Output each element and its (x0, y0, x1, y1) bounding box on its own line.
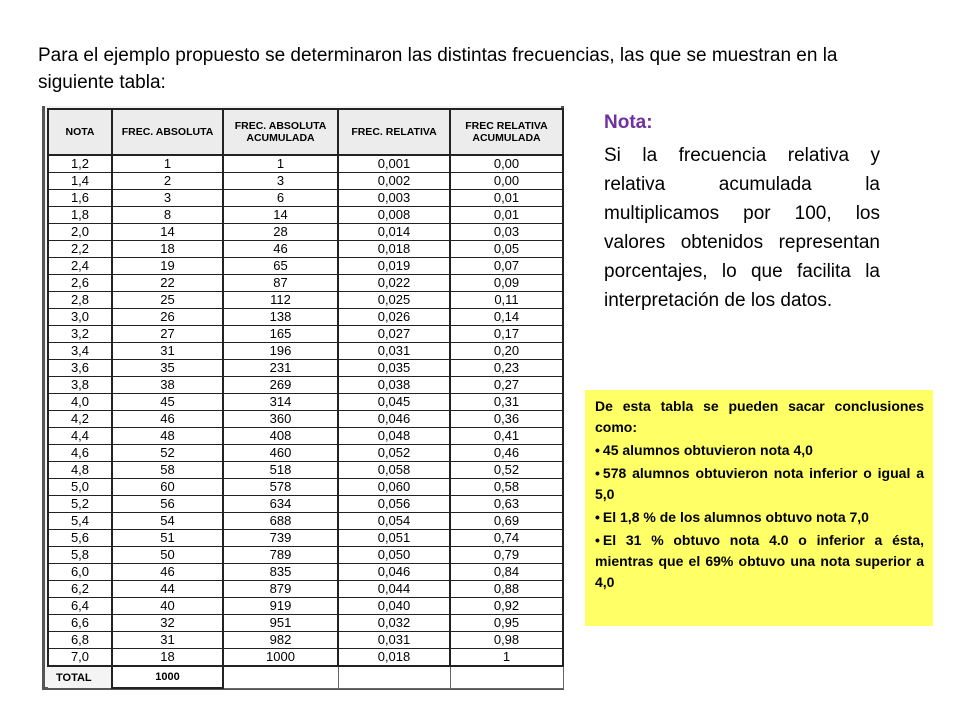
cell-frec-relativa: 0,035 (338, 360, 450, 377)
cell-frec-relativa-acumulada: 0,92 (450, 598, 563, 615)
conclusions-box (585, 390, 933, 626)
cell-frec-relativa: 0,022 (338, 275, 450, 292)
cell-frec-relativa-acumulada: 0,36 (450, 411, 563, 428)
cell-frec-absoluta-acumulada: 360 (223, 411, 338, 428)
table-row (48, 411, 563, 428)
cell-frec-absoluta: 51 (112, 530, 223, 547)
table-row (48, 173, 563, 190)
cell-frec-relativa: 0,008 (338, 207, 450, 224)
cell-frec-absoluta: 40 (112, 598, 223, 615)
cell-frec-absoluta-acumulada: 578 (223, 479, 338, 496)
table-row (48, 513, 563, 530)
frequency-table-container (42, 106, 564, 690)
cell-frec-absoluta-acumulada: 14 (223, 207, 338, 224)
cell-frec-relativa: 0,048 (338, 428, 450, 445)
table-row (48, 530, 563, 547)
table-row (48, 479, 563, 496)
cell-nota: 3,0 (48, 309, 112, 326)
bullet-icon: • (595, 465, 600, 481)
frequency-table (47, 108, 564, 689)
header-nota: NOTA (48, 109, 112, 155)
cell-frec-absoluta-acumulada: 165 (223, 326, 338, 343)
cell-frec-absoluta: 26 (112, 309, 223, 326)
table-row (48, 615, 563, 632)
cell-frec-relativa-acumulada: 0,07 (450, 258, 563, 275)
cell-frec-relativa-acumulada: 0,74 (450, 530, 563, 547)
cell-frec-relativa: 0,046 (338, 411, 450, 428)
table-row (48, 190, 563, 207)
cell-nota: 2,8 (48, 292, 112, 309)
cell-frec-relativa-acumulada: 0,05 (450, 241, 563, 258)
cell-frec-absoluta-acumulada: 1 (223, 155, 338, 173)
cell-frec-absoluta-acumulada: 919 (223, 598, 338, 615)
cell-frec-relativa-acumulada: 0,69 (450, 513, 563, 530)
cell-frec-relativa-acumulada: 0,09 (450, 275, 563, 292)
cell-nota: 1,6 (48, 190, 112, 207)
cell-frec-relativa: 0,038 (338, 377, 450, 394)
cell-frec-relativa: 0,050 (338, 547, 450, 564)
cell-frec-relativa: 0,045 (338, 394, 450, 411)
table-row (48, 445, 563, 462)
cell-frec-relativa-acumulada: 0,31 (450, 394, 563, 411)
cell-nota: 2,2 (48, 241, 112, 258)
cell-frec-relativa: 0,003 (338, 190, 450, 207)
cell-frec-relativa-acumulada: 0,01 (450, 207, 563, 224)
table-row (48, 155, 563, 173)
cell-frec-relativa-acumulada: 0,98 (450, 632, 563, 649)
total-empty-cell (223, 666, 338, 688)
cell-nota: 6,6 (48, 615, 112, 632)
cell-frec-absoluta: 46 (112, 564, 223, 581)
cell-frec-relativa-acumulada: 0,88 (450, 581, 563, 598)
total-label: TOTAL (48, 666, 112, 688)
cell-nota: 3,4 (48, 343, 112, 360)
table-row (48, 224, 563, 241)
cell-frec-absoluta: 50 (112, 547, 223, 564)
conclusion-text: 45 alumnos obtuvieron nota 4,0 (602, 442, 813, 458)
cell-frec-relativa-acumulada: 0,27 (450, 377, 563, 394)
cell-frec-absoluta: 18 (112, 241, 223, 258)
cell-frec-absoluta-acumulada: 835 (223, 564, 338, 581)
cell-nota: 4,6 (48, 445, 112, 462)
cell-frec-absoluta: 56 (112, 496, 223, 513)
cell-nota: 2,4 (48, 258, 112, 275)
cell-frec-relativa: 0,025 (338, 292, 450, 309)
cell-nota: 6,0 (48, 564, 112, 581)
cell-frec-relativa-acumulada: 0,00 (450, 155, 563, 173)
table-row (48, 377, 563, 394)
cell-frec-absoluta-acumulada: 231 (223, 360, 338, 377)
cell-frec-absoluta: 54 (112, 513, 223, 530)
table-header-row (48, 109, 563, 155)
cell-frec-relativa-acumulada: 0,63 (450, 496, 563, 513)
table-row (48, 360, 563, 377)
table-row (48, 241, 563, 258)
cell-frec-relativa: 0,002 (338, 173, 450, 190)
table-body (48, 155, 563, 666)
list-item (595, 440, 924, 461)
table-row (48, 496, 563, 513)
total-empty-cell (450, 666, 563, 688)
conclusion-text: El 1,8 % de los alumnos obtuvo nota 7,0 (602, 509, 869, 525)
cell-nota: 5,6 (48, 530, 112, 547)
cell-frec-relativa: 0,014 (338, 224, 450, 241)
cell-frec-relativa: 0,058 (338, 462, 450, 479)
cell-frec-relativa: 0,032 (338, 615, 450, 632)
cell-frec-absoluta-acumulada: 951 (223, 615, 338, 632)
cell-frec-absoluta-acumulada: 1000 (223, 649, 338, 667)
cell-nota: 6,8 (48, 632, 112, 649)
header-frec-relativa-acumulada: FREC RELATIVA ACUMULADA (450, 109, 563, 155)
cell-frec-absoluta: 46 (112, 411, 223, 428)
table-row (48, 649, 563, 667)
cell-nota: 7,0 (48, 649, 112, 667)
total-empty-cell (338, 666, 450, 688)
cell-frec-absoluta: 31 (112, 632, 223, 649)
cell-frec-relativa-acumulada: 0,03 (450, 224, 563, 241)
cell-frec-relativa: 0,046 (338, 564, 450, 581)
cell-frec-absoluta-acumulada: 739 (223, 530, 338, 547)
cell-frec-absoluta: 58 (112, 462, 223, 479)
cell-nota: 4,4 (48, 428, 112, 445)
table-row (48, 292, 563, 309)
table-row (48, 207, 563, 224)
cell-nota: 1,8 (48, 207, 112, 224)
note-title: Nota: (604, 112, 653, 133)
cell-frec-relativa: 0,060 (338, 479, 450, 496)
cell-frec-relativa-acumulada: 0,41 (450, 428, 563, 445)
cell-frec-relativa-acumulada: 0,00 (450, 173, 563, 190)
cell-nota: 3,6 (48, 360, 112, 377)
cell-frec-relativa: 0,027 (338, 326, 450, 343)
bullet-icon: • (595, 532, 600, 548)
cell-frec-relativa-acumulada: 0,11 (450, 292, 563, 309)
cell-frec-absoluta-acumulada: 634 (223, 496, 338, 513)
bullet-icon: • (595, 509, 600, 525)
cell-nota: 5,0 (48, 479, 112, 496)
cell-frec-absoluta: 18 (112, 649, 223, 667)
table-row (48, 394, 563, 411)
cell-frec-absoluta-acumulada: 982 (223, 632, 338, 649)
cell-frec-relativa: 0,052 (338, 445, 450, 462)
cell-nota: 5,4 (48, 513, 112, 530)
cell-frec-absoluta: 1 (112, 155, 223, 173)
cell-frec-absoluta-acumulada: 789 (223, 547, 338, 564)
table-row (48, 258, 563, 275)
table-row (48, 581, 563, 598)
cell-frec-absoluta: 19 (112, 258, 223, 275)
cell-frec-relativa-acumulada: 0,95 (450, 615, 563, 632)
cell-frec-absoluta-acumulada: 138 (223, 309, 338, 326)
cell-frec-relativa: 0,001 (338, 155, 450, 173)
cell-frec-absoluta-acumulada: 6 (223, 190, 338, 207)
cell-frec-absoluta-acumulada: 28 (223, 224, 338, 241)
cell-frec-absoluta-acumulada: 65 (223, 258, 338, 275)
cell-nota: 1,2 (48, 155, 112, 173)
cell-frec-relativa-acumulada: 0,58 (450, 479, 563, 496)
cell-frec-relativa: 0,040 (338, 598, 450, 615)
table-row (48, 326, 563, 343)
cell-frec-relativa: 0,019 (338, 258, 450, 275)
cell-frec-absoluta: 27 (112, 326, 223, 343)
cell-frec-relativa: 0,018 (338, 241, 450, 258)
cell-frec-absoluta-acumulada: 408 (223, 428, 338, 445)
cell-frec-absoluta-acumulada: 196 (223, 343, 338, 360)
cell-frec-relativa: 0,056 (338, 496, 450, 513)
header-frec-absoluta-acumulada: FREC. ABSOLUTA ACUMULADA (223, 109, 338, 155)
cell-nota: 4,0 (48, 394, 112, 411)
table-total-row (48, 666, 563, 688)
cell-frec-absoluta: 3 (112, 190, 223, 207)
table-row (48, 598, 563, 615)
cell-frec-relativa-acumulada: 0,46 (450, 445, 563, 462)
cell-frec-relativa-acumulada: 0,01 (450, 190, 563, 207)
cell-frec-absoluta: 14 (112, 224, 223, 241)
table-row (48, 275, 563, 292)
cell-nota: 3,2 (48, 326, 112, 343)
cell-frec-relativa-acumulada: 0,14 (450, 309, 563, 326)
cell-frec-absoluta: 31 (112, 343, 223, 360)
cell-frec-absoluta: 38 (112, 377, 223, 394)
cell-frec-absoluta: 44 (112, 581, 223, 598)
table-row (48, 547, 563, 564)
cell-frec-relativa: 0,031 (338, 632, 450, 649)
conclusions-list (595, 440, 924, 593)
cell-nota: 1,4 (48, 173, 112, 190)
cell-frec-absoluta-acumulada: 46 (223, 241, 338, 258)
cell-frec-absoluta-acumulada: 460 (223, 445, 338, 462)
list-item (595, 463, 924, 505)
cell-frec-absoluta: 60 (112, 479, 223, 496)
cell-frec-relativa: 0,051 (338, 530, 450, 547)
cell-nota: 5,2 (48, 496, 112, 513)
cell-frec-absoluta-acumulada: 879 (223, 581, 338, 598)
cell-frec-absoluta-acumulada: 112 (223, 292, 338, 309)
cell-frec-relativa-acumulada: 1 (450, 649, 563, 667)
cell-frec-absoluta: 48 (112, 428, 223, 445)
cell-nota: 6,2 (48, 581, 112, 598)
cell-frec-absoluta-acumulada: 688 (223, 513, 338, 530)
cell-frec-relativa: 0,026 (338, 309, 450, 326)
cell-frec-absoluta: 25 (112, 292, 223, 309)
conclusions-lead: De esta tabla se pueden sacar conclusiones como: (595, 398, 924, 435)
cell-nota: 6,4 (48, 598, 112, 615)
cell-frec-relativa: 0,031 (338, 343, 450, 360)
cell-frec-absoluta-acumulada: 87 (223, 275, 338, 292)
cell-frec-absoluta: 52 (112, 445, 223, 462)
note-body: Si la frecuencia relativa y relativa acumulada la multiplicamos por 100, los valores obtenidos representan porcentajes, lo que facilita la interpretación de los datos. (604, 145, 880, 311)
list-item (595, 530, 924, 593)
cell-frec-absoluta: 35 (112, 360, 223, 377)
cell-nota: 4,8 (48, 462, 112, 479)
conclusion-text: 578 alumnos obtuvieron nota inferior o igual a 5,0 (595, 465, 924, 502)
cell-nota: 5,8 (48, 547, 112, 564)
bullet-icon: • (595, 442, 600, 458)
cell-nota: 4,2 (48, 411, 112, 428)
cell-frec-relativa: 0,018 (338, 649, 450, 667)
cell-frec-relativa-acumulada: 0,84 (450, 564, 563, 581)
list-item (595, 507, 924, 528)
cell-frec-relativa: 0,054 (338, 513, 450, 530)
cell-nota: 2,0 (48, 224, 112, 241)
cell-frec-relativa-acumulada: 0,23 (450, 360, 563, 377)
table-row (48, 632, 563, 649)
table-row (48, 564, 563, 581)
cell-frec-absoluta: 22 (112, 275, 223, 292)
cell-frec-absoluta: 2 (112, 173, 223, 190)
cell-frec-relativa: 0,044 (338, 581, 450, 598)
table-row (48, 462, 563, 479)
header-frec-relativa: FREC. RELATIVA (338, 109, 450, 155)
cell-frec-absoluta-acumulada: 269 (223, 377, 338, 394)
total-value: 1000 (112, 666, 223, 688)
cell-frec-relativa-acumulada: 0,52 (450, 462, 563, 479)
cell-frec-absoluta: 45 (112, 394, 223, 411)
cell-frec-absoluta: 32 (112, 615, 223, 632)
cell-frec-absoluta: 8 (112, 207, 223, 224)
cell-nota: 2,6 (48, 275, 112, 292)
cell-frec-relativa-acumulada: 0,20 (450, 343, 563, 360)
table-row (48, 343, 563, 360)
table-row (48, 309, 563, 326)
header-frec-absoluta: FREC. ABSOLUTA (112, 109, 223, 155)
cell-frec-relativa-acumulada: 0,79 (450, 547, 563, 564)
cell-frec-relativa-acumulada: 0,17 (450, 326, 563, 343)
conclusion-text: El 31 % obtuvo nota 4.0 o inferior a ésta, mientras que el 69% obtuvo una nota superior a 4,0 (595, 532, 924, 590)
intro-paragraph: Para el ejemplo propuesto se determinaron las distintas frecuencias, las que se muestran en la siguiente tabla: (38, 45, 838, 93)
table-row (48, 428, 563, 445)
cell-frec-absoluta-acumulada: 3 (223, 173, 338, 190)
cell-frec-absoluta-acumulada: 314 (223, 394, 338, 411)
cell-nota: 3,8 (48, 377, 112, 394)
cell-frec-absoluta-acumulada: 518 (223, 462, 338, 479)
